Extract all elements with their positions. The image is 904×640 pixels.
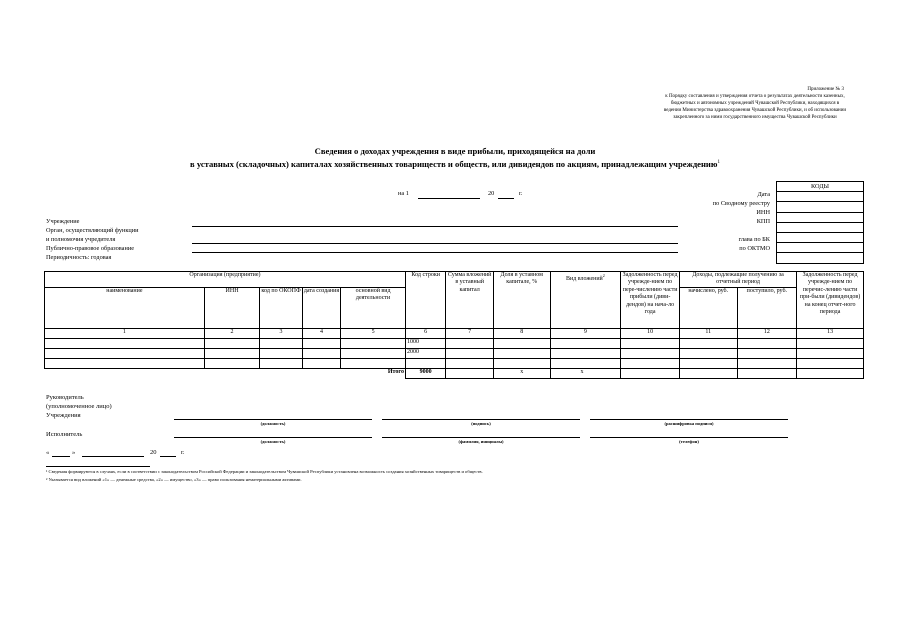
footnote-mark: 1 (717, 160, 720, 165)
table-cell[interactable] (446, 358, 494, 368)
head-position-caption: (должность) (260, 421, 286, 426)
income-group-header: Доходы, подлежащие получению за отчетный период (679, 272, 796, 288)
income-table (44, 271, 864, 379)
sign-date-close-quote: » (72, 449, 76, 456)
head-decoding-field[interactable] (590, 419, 788, 420)
col-number: 12 (737, 328, 797, 338)
table-cell[interactable] (260, 348, 302, 358)
table-cell[interactable] (550, 338, 621, 348)
sign-date-day-field[interactable] (52, 456, 70, 457)
total-row (45, 368, 864, 378)
table-cell[interactable] (797, 338, 864, 348)
code-label-oktmo: по ОКТМО (739, 245, 770, 252)
col-share-header: Доля в уставном капитале, % (493, 272, 550, 329)
row-code: 2000 (405, 348, 445, 358)
head-decoding-caption: (расшифровка подписи) (664, 421, 714, 426)
col-number: 6 (405, 328, 445, 338)
col-number: 1 (45, 328, 205, 338)
table-cell[interactable] (679, 358, 737, 368)
total-debt-begin-cell[interactable] (621, 368, 680, 378)
col-okopf-header: код по ОКОПФ (260, 287, 302, 328)
sign-date-suffix: г. (181, 449, 185, 456)
organ-label-1: Орган, осуществляющий функции (46, 227, 139, 234)
table-cell[interactable] (621, 338, 680, 348)
table-cell[interactable] (493, 358, 550, 368)
date-year-prefix: 20 (488, 190, 495, 197)
org-group-header: Организация (предприятие) (45, 272, 406, 288)
table-cell[interactable] (797, 358, 864, 368)
head-label-2: (уполномоченное лицо) (46, 403, 112, 410)
organ-field[interactable] (192, 243, 678, 244)
head-label-1: Руководитель (46, 394, 84, 401)
head-signature-field[interactable] (382, 419, 580, 420)
total-debt-end-cell[interactable] (797, 368, 864, 378)
executor-position-field[interactable] (174, 437, 372, 438)
col-received-header: поступило, руб. (737, 287, 797, 328)
table-cell[interactable] (621, 358, 680, 368)
footnote-2: ² Указывается вид вложений «1» — денежные средства, «2» — имущество, «3» — право пользования нематериальными активами. (46, 477, 302, 482)
table-cell[interactable] (550, 348, 621, 358)
table-cell[interactable] (45, 358, 205, 368)
codes-table (776, 181, 864, 264)
date-prefix: на 1 (398, 190, 409, 197)
table-cell[interactable] (45, 348, 205, 358)
code-cell-bk[interactable] (777, 243, 864, 253)
table-cell[interactable] (493, 348, 550, 358)
table-cell[interactable] (797, 348, 864, 358)
table-cell[interactable] (446, 348, 494, 358)
sign-date-year-prefix: 20 (150, 449, 157, 456)
table-cell[interactable] (302, 348, 340, 358)
appendix-line: бюджетных и автономных учреждений Чувашской Республики, находящихся в (670, 101, 840, 106)
col-number: 5 (341, 328, 406, 338)
footnote-mark-2: 2 (602, 273, 605, 278)
document-title (150, 146, 760, 170)
table-cell[interactable] (446, 338, 494, 348)
col-accrued-header: начислено, руб. (679, 287, 737, 328)
total-sum-cell[interactable] (446, 368, 494, 378)
executor-fio-field[interactable] (382, 437, 580, 438)
head-position-field[interactable] (174, 419, 372, 420)
table-cell[interactable] (737, 338, 797, 348)
table-cell[interactable] (405, 358, 445, 368)
col-inn-header: ИНН (204, 287, 260, 328)
col-activity-header: основной вид деятельности (341, 287, 406, 328)
total-kind-x: x (550, 368, 621, 378)
appendix-line: ведении Министерства здравоохранения Чувашской Республики, и об использовании (663, 108, 847, 113)
date-suffix: г. (519, 190, 523, 197)
col-debt-end-header: Задолженность перед учрежде-нием по перечис-лению части при-были (дивидендов) на конец отчет-ного периода (797, 272, 864, 329)
code-cell-oktmo[interactable] (777, 253, 864, 263)
table-cell[interactable] (341, 348, 406, 358)
total-accrued-cell[interactable] (679, 368, 737, 378)
codes-header: КОДЫ (777, 182, 864, 192)
sign-date-month-field[interactable] (82, 456, 144, 457)
footnote-divider (46, 466, 150, 467)
table-cell[interactable] (302, 338, 340, 348)
title-line-1: Сведения о доходах учреждения в виде прибыли, приходящейся на доли (314, 146, 596, 156)
col-number: 10 (621, 328, 680, 338)
code-cell-empty[interactable] (777, 232, 864, 242)
code-label-date: Дата (757, 191, 770, 198)
code-cell-kpp[interactable] (777, 222, 864, 232)
footnote-1: ¹ Сведения формируются в случаях, если в соответствии с законодательством Российской Федерации и законодательством Чувашской Республики установлена возможность создания хозяйственных товариществ и обществ. (46, 469, 483, 474)
table-row (45, 348, 864, 358)
table-row (45, 358, 864, 368)
table-cell[interactable] (204, 338, 260, 348)
periodicity-label: Периодичность: годовая (46, 254, 112, 261)
appendix-line: к Порядку составления и утверждения отчета о результатах деятельности казенных, (665, 94, 845, 99)
public-entity-label: Публично-правовое образование (46, 245, 134, 252)
table-cell[interactable] (737, 348, 797, 358)
col-number: 4 (302, 328, 340, 338)
institution-label: Учреждение (46, 218, 80, 225)
table-cell[interactable] (493, 338, 550, 348)
col-sum-header: Сумма вложений в уставный капитал (446, 272, 494, 329)
col-number: 2 (204, 328, 260, 338)
total-code: 9000 (405, 368, 445, 378)
sign-date-year-field[interactable] (160, 456, 176, 457)
executor-fio-caption: (фамилия, инициалы) (458, 439, 504, 444)
table-cell[interactable] (679, 338, 737, 348)
col-number: 3 (260, 328, 302, 338)
head-signature-caption: (подпись) (471, 421, 491, 426)
title-line-2: в уставных (складочных) капиталах хозяйственных товариществ и обществ, или дивидендов по акциям, принадлежащим учреждению$^1$ (190, 158, 720, 169)
total-share-x: x (493, 368, 550, 378)
table-cell[interactable] (204, 358, 260, 368)
executor-phone-caption: (телефон) (679, 439, 699, 444)
public-entity-field[interactable] (192, 252, 678, 253)
col-number: 9 (550, 328, 621, 338)
table-cell[interactable] (341, 358, 406, 368)
appendix-line: Приложение № 3 (807, 87, 844, 92)
executor-position-caption: (должность) (260, 439, 286, 444)
table-cell[interactable] (302, 358, 340, 368)
table-cell[interactable] (341, 338, 406, 348)
executor-label: Исполнитель (46, 431, 83, 438)
table-cell[interactable] (45, 338, 205, 348)
institution-field[interactable] (192, 226, 678, 227)
col-code-header: Код строки (405, 272, 445, 329)
code-label-bk: глава по БК (738, 236, 770, 243)
code-label-kpp: КПП (756, 218, 770, 225)
table-cell[interactable] (204, 348, 260, 358)
col-kind-header: Вид вложений$^2$ (550, 272, 621, 329)
total-received-cell[interactable] (737, 368, 797, 378)
col-number: 11 (679, 328, 737, 338)
col-number: 13 (797, 328, 864, 338)
code-label-inn: ИНН (756, 209, 770, 216)
sign-date-open-quote: « (46, 449, 50, 456)
appendix-block (640, 86, 870, 121)
total-label: Итого (45, 368, 406, 378)
table-cell[interactable] (737, 358, 797, 368)
col-name-header: наименование (45, 287, 205, 328)
code-cell-inn[interactable] (777, 212, 864, 222)
date-year-field[interactable] (498, 198, 514, 199)
table-cell[interactable] (679, 348, 737, 358)
executor-phone-field[interactable] (590, 437, 788, 438)
code-label-registry: по Сводному реестру (712, 200, 770, 207)
head-label-3: Учреждения (46, 412, 81, 419)
organ-label-2: и полномочия учредителя (46, 236, 116, 243)
code-cell-registry[interactable] (777, 202, 864, 212)
table-cell[interactable] (621, 348, 680, 358)
row-code: 1000 (405, 338, 445, 348)
col-number: 8 (493, 328, 550, 338)
col-debt-begin-header: Задолженность перед учрежде-нием по пере-числению части прибыли (диви-дендов) на нача-ло года (621, 272, 680, 329)
table-row (45, 338, 864, 348)
date-day-month-field[interactable] (418, 198, 480, 199)
table-cell[interactable] (260, 358, 302, 368)
appendix-line: закрепленного за ними государственного имущества Чувашской Республики (673, 115, 837, 120)
table-cell[interactable] (260, 338, 302, 348)
code-cell-date[interactable] (777, 192, 864, 202)
col-number: 7 (446, 328, 494, 338)
col-created-header: дата создания (302, 287, 340, 328)
table-cell[interactable] (550, 358, 621, 368)
